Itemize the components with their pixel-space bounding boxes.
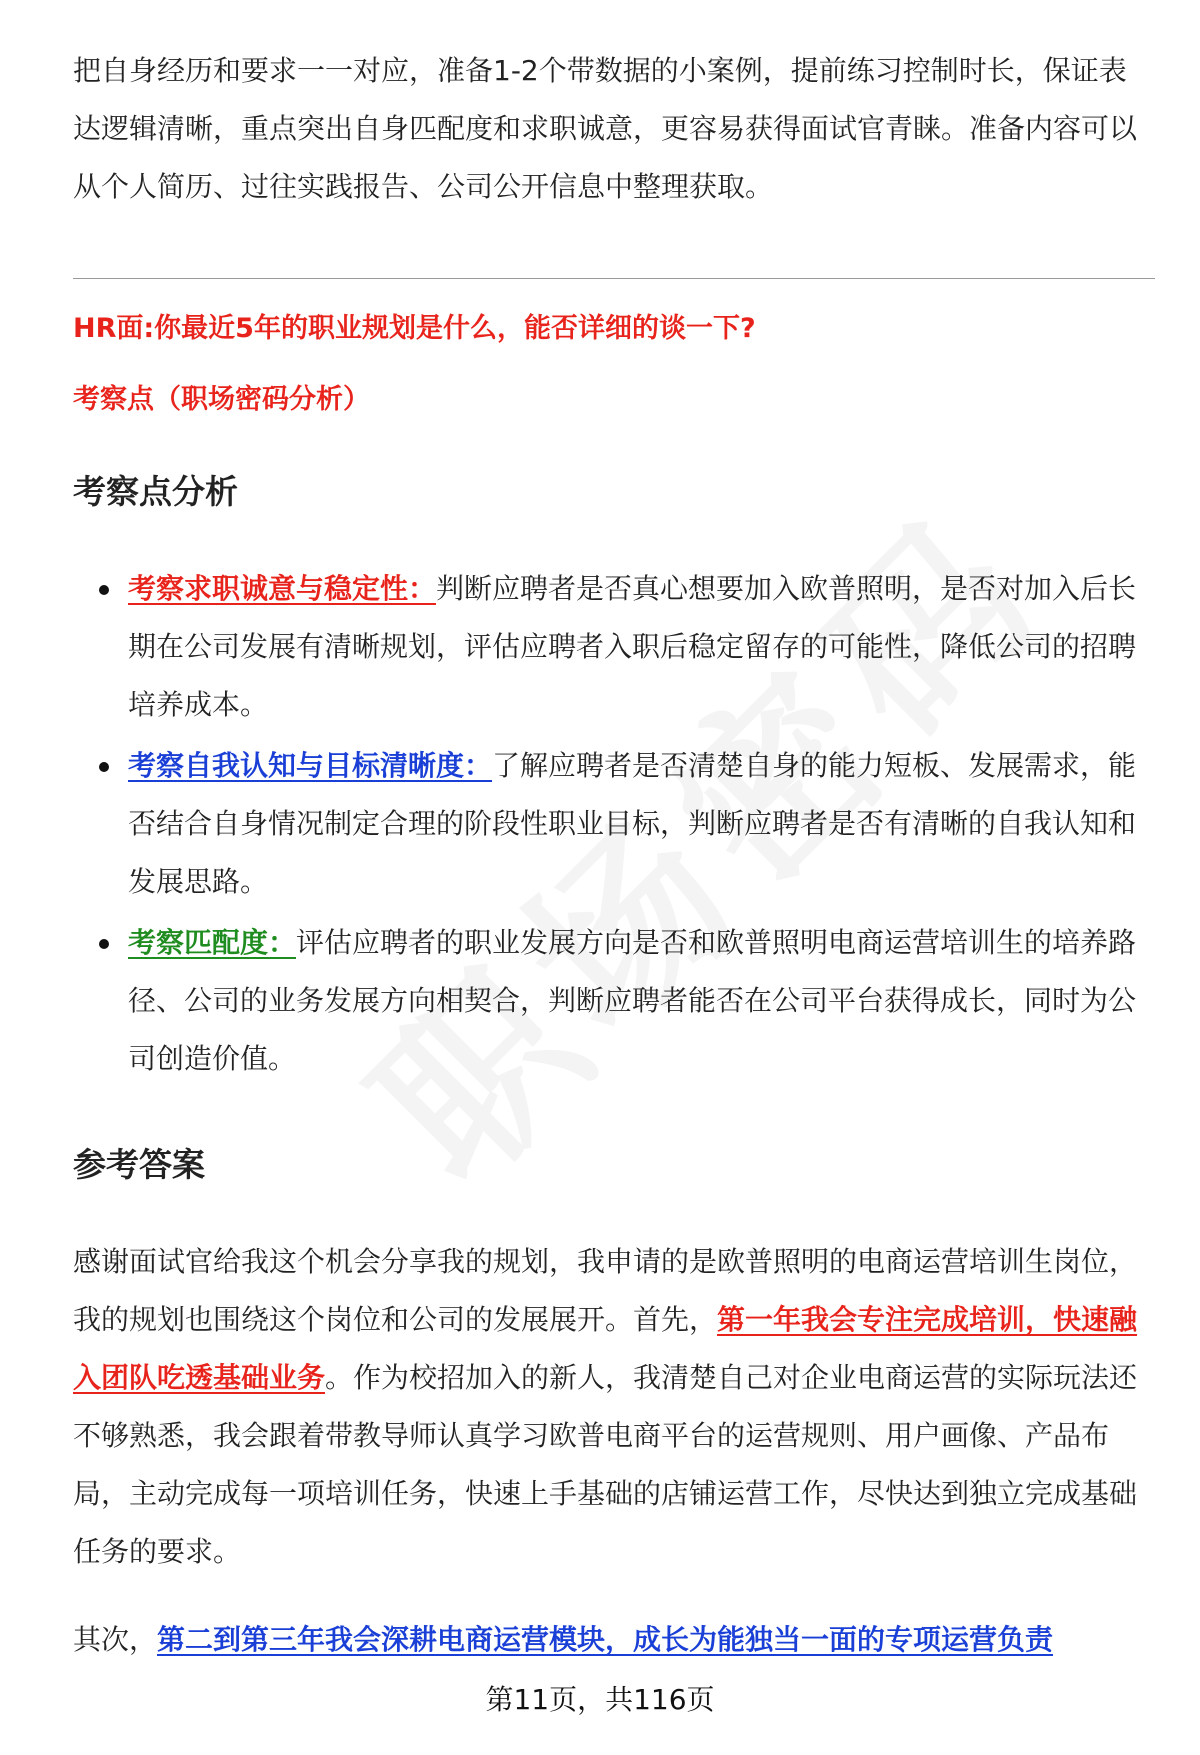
bullet-icon (99, 939, 109, 949)
section-divider (73, 278, 1155, 279)
list-item (73, 737, 1155, 911)
analysis-key-match: 考察匹配度： (128, 926, 297, 959)
bullet-icon (99, 762, 109, 772)
answer-paragraph-2 (73, 1611, 1153, 1669)
bullet-icon (99, 585, 109, 595)
answer-p2-before: 其次， (73, 1623, 158, 1656)
analysis-text-stability: 判断应聘者是否真心想要加入欧普照明，是否对加入后长期在公司发展有清晰规划，评估应聘者入职后稳定留存的可能性，降低公司的招聘培养成本。 (128, 572, 1137, 721)
analysis-list (73, 560, 1155, 1091)
analysis-key-stability: 考察求职诚意与稳定性： (128, 572, 437, 605)
page-number: 第11页，共116页 (485, 1683, 715, 1716)
answer-p1-highlight: 第一年我会专注完成培训，快速融入团队吃透基础业务 (73, 1303, 1138, 1394)
question-title: HR面:你最近5年的职业规划是什么，能否详细的谈一下? (73, 313, 756, 344)
answer-p2-highlight: 第二到第三年我会深耕电商运营模块，成长为能独当一面的专项运营负责 (157, 1623, 1054, 1656)
list-item (73, 560, 1155, 734)
analysis-text-self-awareness: 了解应聘者是否清楚自身的能力短板、发展需求，能否结合自身情况制定合理的阶段性职业目标，判断应聘者是否有清晰的自我认知和发展思路。 (128, 749, 1137, 898)
question-subtitle: 考察点（职场密码分析） (73, 384, 370, 415)
answer-heading: 参考答案 (73, 1145, 205, 1184)
analysis-text-match: 评估应聘者的职业发展方向是否和欧普照明电商运营培训生的培养路径、公司的业务发展方向相契合，判断应聘者能否在公司平台获得成长，同时为公司创造价值。 (128, 926, 1137, 1075)
intro-paragraph: 把自身经历和要求一一对应，准备1-2个带数据的小案例，提前练习控制时长，保证表达逻辑清晰，重点突出自身匹配度和求职诚意，更容易获得面试官青睐。准备内容可以从个人简历、过往实践报告、公司公开信息中整理获取。 (73, 54, 1138, 203)
answer-p1-before: 感谢面试官给我这个机会分享我的规划，我申请的是欧普照明的电商运营培训生岗位，我的规划也围绕这个岗位和公司的发展展开。首先， (73, 1245, 1138, 1336)
answer-paragraph-1 (73, 1233, 1153, 1581)
list-item (73, 914, 1155, 1088)
analysis-heading: 考察点分析 (73, 472, 238, 511)
analysis-key-self-awareness: 考察自我认知与目标清晰度： (128, 749, 493, 782)
answer-p1-after: 。作为校招加入的新人，我清楚自己对企业电商运营的实际玩法还不够熟悉，我会跟着带教导师认真学习欧普电商平台的运营规则、用户画像、产品布局，主动完成每一项培训任务，快速上手基础的店铺运营工作，尽快达到独立完成基础任务的要求。 (73, 1361, 1138, 1568)
